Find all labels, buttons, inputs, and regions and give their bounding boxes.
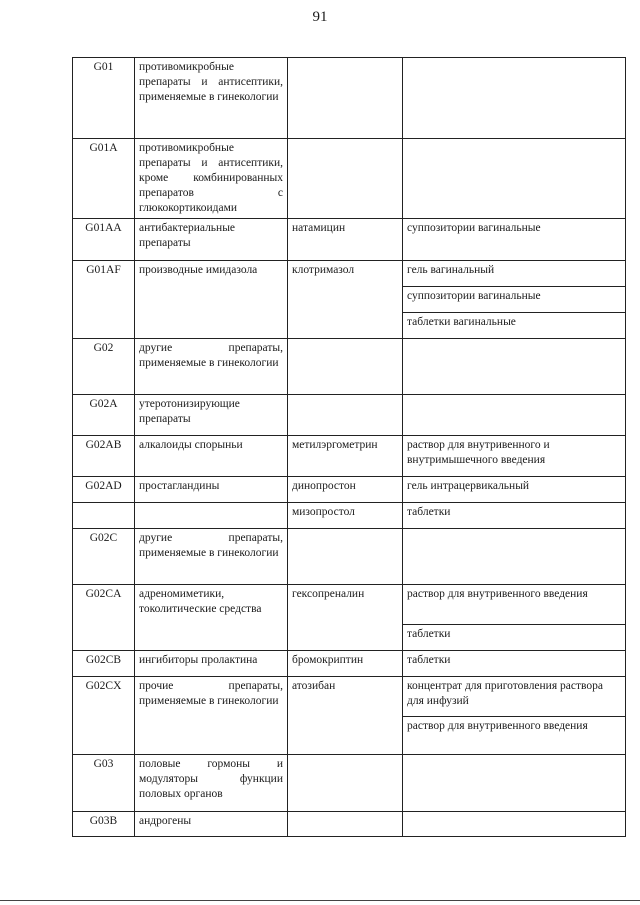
atc-code: G01AA — [73, 219, 135, 261]
page-number: 91 — [312, 9, 328, 25]
dosage-form: раствор для внутривенного и внутримышечного введения — [403, 436, 626, 477]
group-name: алкалоиды спорыньи — [135, 436, 288, 477]
dosage-form — [403, 58, 626, 139]
table-row — [73, 651, 626, 677]
table-row — [73, 58, 626, 139]
atc-code: G01AF — [73, 261, 135, 339]
inn-name: натамицин — [288, 219, 403, 261]
inn-name — [288, 755, 403, 812]
group-name: ингибиторы пролактина — [135, 651, 288, 677]
group-name: адреномиметики, токолитические средства — [135, 585, 288, 651]
group-name: противомикробные препараты и антисептики, кроме комбинированных препаратов с глюкокортикоидами — [135, 139, 288, 219]
group-name — [135, 503, 288, 529]
table-row — [73, 139, 626, 219]
inn-name: метилэргометрин — [288, 436, 403, 477]
dosage-form: гель вагинальный — [403, 261, 626, 287]
table-row — [73, 585, 626, 625]
atc-drug-table — [72, 57, 626, 837]
atc-code: G02 — [73, 339, 135, 395]
table-row — [73, 677, 626, 717]
dosage-form: таблетки — [403, 503, 626, 529]
group-name: простагландины — [135, 477, 288, 503]
dosage-form — [403, 812, 626, 837]
inn-name: гексопреналин — [288, 585, 403, 651]
page-bottom-edge — [0, 900, 640, 901]
inn-name — [288, 529, 403, 585]
atc-code: G02CX — [73, 677, 135, 755]
table-row — [73, 219, 626, 261]
atc-code: G02CB — [73, 651, 135, 677]
table-row — [73, 503, 626, 529]
dosage-form — [403, 395, 626, 436]
group-name: антибактериальные препараты — [135, 219, 288, 261]
atc-code: G03 — [73, 755, 135, 812]
dosage-form: таблетки — [403, 651, 626, 677]
inn-name: атозибан — [288, 677, 403, 755]
group-name: утеротонизирующие препараты — [135, 395, 288, 436]
atc-code: G03B — [73, 812, 135, 837]
inn-name — [288, 395, 403, 436]
inn-name: мизопростол — [288, 503, 403, 529]
atc-code: G02C — [73, 529, 135, 585]
dosage-form — [403, 529, 626, 585]
dosage-form: суппозитории вагинальные — [403, 219, 626, 261]
inn-name: динопростон — [288, 477, 403, 503]
atc-code: G01 — [73, 58, 135, 139]
dosage-form: таблетки вагинальные — [403, 313, 626, 339]
inn-name — [288, 339, 403, 395]
dosage-form: гель интрацервикальный — [403, 477, 626, 503]
dosage-form: таблетки — [403, 625, 626, 651]
table-row — [73, 261, 626, 287]
atc-code: G02CA — [73, 585, 135, 651]
inn-name — [288, 58, 403, 139]
table-row — [73, 436, 626, 477]
inn-name: бромокриптин — [288, 651, 403, 677]
atc-code: G02AB — [73, 436, 135, 477]
dosage-form: концентрат для приготовления раствора для инфузий — [403, 677, 626, 717]
group-name: другие препараты, применяемые в гинекологии — [135, 339, 288, 395]
inn-name — [288, 812, 403, 837]
dosage-form — [403, 755, 626, 812]
inn-name: клотримазол — [288, 261, 403, 339]
dosage-form — [403, 339, 626, 395]
group-name: противомикробные препараты и антисептики, применяемые в гинекологии — [135, 58, 288, 139]
group-name: производные имидазола — [135, 261, 288, 339]
group-name: прочие препараты, применяемые в гинекологии — [135, 677, 288, 755]
table-row — [73, 339, 626, 395]
group-name: андрогены — [135, 812, 288, 837]
table-row — [73, 755, 626, 812]
dosage-form: раствор для внутривенного введения — [403, 585, 626, 625]
dosage-form: суппозитории вагинальные — [403, 287, 626, 313]
table-row — [73, 529, 626, 585]
table-row — [73, 812, 626, 837]
table-row — [73, 395, 626, 436]
group-name: другие препараты, применяемые в гинекологии — [135, 529, 288, 585]
group-name: половые гормоны и модуляторы функции половых органов — [135, 755, 288, 812]
atc-code: G02AD — [73, 477, 135, 503]
dosage-form: раствор для внутривенного введения — [403, 717, 626, 755]
inn-name — [288, 139, 403, 219]
atc-code: G02A — [73, 395, 135, 436]
table-row — [73, 477, 626, 503]
atc-code — [73, 503, 135, 529]
dosage-form — [403, 139, 626, 219]
atc-code: G01A — [73, 139, 135, 219]
